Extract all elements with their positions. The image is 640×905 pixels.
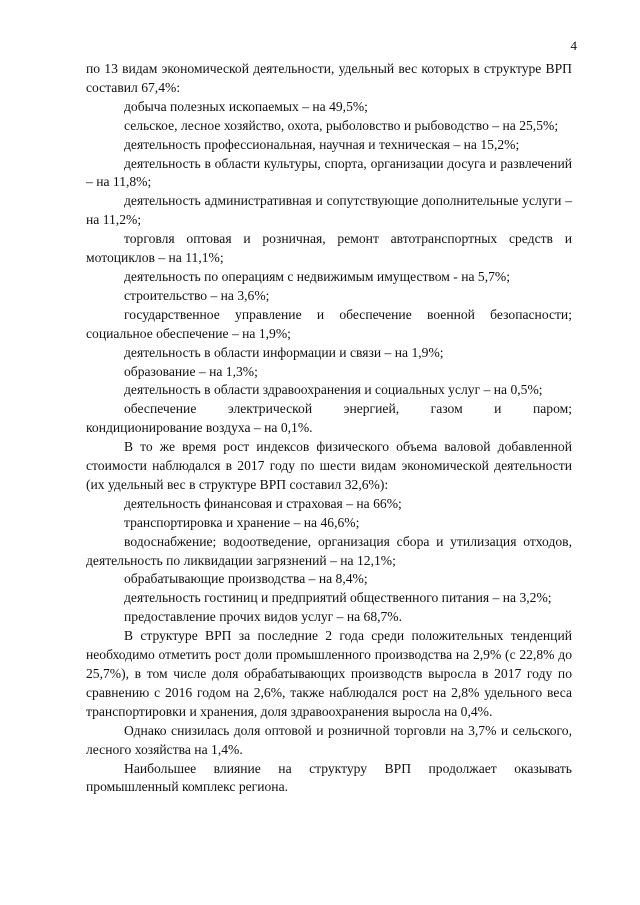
paragraph: Однако снизилась доля оптовой и розничной торговли на 3,7% и сельского, лесного хозяйства на 1,4%. [86,722,572,757]
paragraph: деятельность в области информации и связи – на 1,9%; [124,344,444,360]
paragraph: деятельность в области здравоохранения и социальных услуг – на 0,5%; [124,382,543,398]
paragraph: кондиционирование воздуха – на 0,1%. [86,420,313,436]
paragraph: строительство – на 3,6%; [124,287,270,303]
paragraph: транспортировка и хранение – на 46,6%; [124,514,360,530]
paragraph: государственное управление и обеспечение военной безопасности; социальное обеспечение – на 1,9%; [86,306,572,341]
paragraph: обрабатывающие производства – на 8,4%; [124,571,368,587]
paragraph: В то же время рост индексов физического объема валовой добавленной стоимости наблюдался в 2017 году по шести видам экономической деятельности (их удельный вес в структуре ВРП составил 32,6%): [86,439,572,492]
paragraph: добыча полезных ископаемых – на 49,5%; [124,98,368,114]
paragraph: деятельность финансовая и страховая – на 66%; [124,495,402,511]
paragraph: Наибольшее влияние на структуру ВРП продолжает оказывать промышленный комплекс региона. [86,760,572,795]
paragraph: обеспечение электрической энергией, газом и паром; [124,401,572,417]
paragraph: по 13 видам экономической деятельности, удельный вес которых в структуре ВРП составил 67,4%: [86,61,572,95]
paragraph: образование – на 1,3%; [124,363,258,379]
paragraph: деятельность по операциям с недвижимым имуществом - на 5,7%; [124,268,511,284]
document-body [86,60,572,797]
paragraph: сельское, лесное хозяйство, охота, рыболовство и рыбоводство – на 25,5%; [124,117,559,133]
paragraph: предоставление прочих видов услуг – на 68,7%. [124,609,403,625]
paragraph: деятельность в области культуры, спорта, организации досуга и развлечений – на 11,8%; [86,155,572,190]
paragraph: деятельность административная и сопутствующие дополнительные услуги – на 11,2%; [86,193,572,228]
page-number: 4 [570,38,577,53]
paragraph: В структуре ВРП за последние 2 года среди положительных тенденций необходимо отметить рост доли промышленного производства на 2,9% (с 22,8% до 25,7%), в том числе доля обрабатывающих производств выросла в 2017 году по сравнению с 2016 годом на 2,6%, также наблюдался рост на 2,8% удельного веса транспортировки и хранения, доля здравоохранения выросла на 0,4%. [86,628,572,719]
paragraph: торговля оптовая и розничная, ремонт автотранспортных средств и мотоциклов – на 11,1%; [86,231,572,266]
paragraph: водоснабжение; водоотведение, организация сбора и утилизация отходов, деятельность по ликвидации загрязнений – на 12,1%; [86,533,572,568]
paragraph: деятельность профессиональная, научная и техническая – на 15,2%; [124,136,520,152]
paragraph: деятельность гостиниц и предприятий общественного питания – на 3,2%; [124,590,552,606]
